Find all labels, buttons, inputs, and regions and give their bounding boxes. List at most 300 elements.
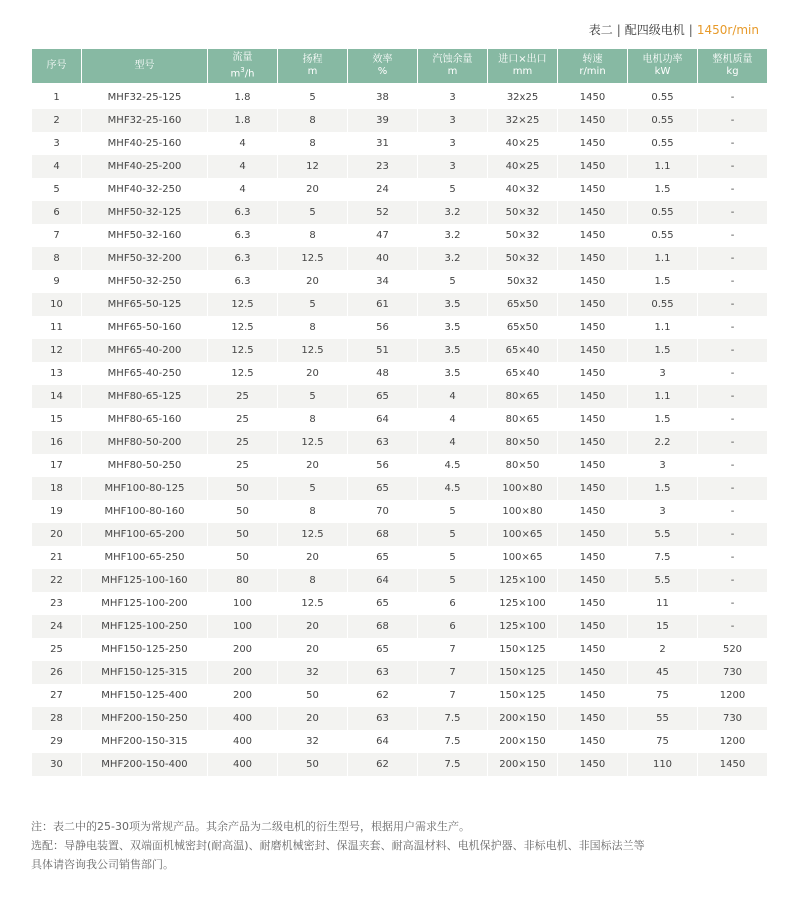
col-model-cell: MHF100-80-160	[104, 506, 185, 517]
col-weight-cell: -	[730, 414, 735, 425]
col-head-cell: 20	[278, 707, 347, 730]
col-model-cell: MHF200-150-315	[101, 736, 188, 747]
col-flow-cell: 400	[232, 736, 253, 747]
table-row	[32, 362, 767, 385]
col-flow-cell: 50	[208, 477, 277, 500]
col-seq-header	[32, 49, 81, 86]
col-motor-power-cell: 75	[656, 690, 669, 701]
col-efficiency-cell: 64	[376, 414, 389, 425]
col-seq-cell: 9	[53, 276, 60, 287]
col-speed-cell: 1450	[558, 293, 627, 316]
col-head-cell: 8	[309, 322, 316, 333]
col-weight-cell: -	[730, 276, 735, 287]
table-body	[32, 86, 767, 776]
col-model-cell: MHF150-125-315	[82, 661, 207, 684]
col-model-cell: MHF80-50-200	[82, 431, 207, 454]
col-efficiency-cell: 47	[376, 230, 389, 241]
col-motor-power-cell: 0.55	[651, 92, 674, 103]
col-motor-power-cell: 55	[628, 707, 697, 730]
col-seq-cell: 5	[53, 184, 60, 195]
col-flow-cell: 25	[208, 431, 277, 454]
col-speed-cell: 1450	[558, 477, 627, 500]
col-speed-cell: 1450	[579, 414, 606, 425]
col-flow-cell: 50	[236, 506, 249, 517]
col-weight-cell: -	[698, 477, 767, 500]
col-inlet-outlet-cell: 100×80	[502, 506, 543, 517]
col-head-cell: 8	[309, 506, 316, 517]
col-efficiency-cell: 56	[376, 460, 389, 471]
col-speed-cell: 1450	[579, 138, 606, 149]
col-seq-cell: 4	[32, 155, 81, 178]
table-row	[32, 316, 767, 339]
col-motor-power-cell: 0.55	[651, 138, 674, 149]
col-npsh-cell: 5	[418, 569, 487, 592]
col-head-cell: 5	[309, 92, 316, 103]
col-head-cell: 12.5	[278, 247, 347, 270]
col-motor-power-cell: 1.5	[654, 184, 671, 195]
table-row	[32, 753, 767, 776]
col-flow-cell: 400	[208, 753, 277, 776]
col-motor-power-cell: 75	[656, 736, 669, 747]
col-flow-cell: 4	[208, 155, 277, 178]
col-motor-power-cell: 1.5	[654, 276, 671, 287]
col-speed-header	[558, 49, 627, 86]
col-npsh-cell: 7.5	[418, 753, 487, 776]
table-row	[32, 730, 767, 753]
col-flow-cell: 25	[236, 460, 249, 471]
col-inlet-outlet-cell: 200×150	[488, 707, 557, 730]
col-weight-cell: -	[730, 92, 735, 103]
col-flow-cell: 50	[236, 552, 249, 563]
col-model-cell: MHF125-100-160	[82, 569, 207, 592]
col-npsh-cell: 7.5	[444, 736, 461, 747]
col-flow-cell: 6.3	[208, 201, 277, 224]
col-flow-cell: 25	[236, 414, 249, 425]
col-head-cell: 32	[306, 736, 319, 747]
col-inlet-outlet-cell: 200×150	[499, 736, 546, 747]
col-speed-cell: 1450	[579, 92, 606, 103]
col-inlet-outlet-cell: 50x32	[506, 276, 539, 287]
col-weight-cell: 1200	[719, 736, 746, 747]
col-speed-cell: 1450	[579, 460, 606, 471]
col-efficiency-cell: 34	[376, 276, 389, 287]
col-model-cell: MHF125-100-250	[82, 615, 207, 638]
col-flow-cell: 25	[208, 385, 277, 408]
col-seq-cell: 28	[32, 707, 81, 730]
col-model-cell: MHF80-50-250	[107, 460, 182, 471]
col-head-cell: 5	[278, 477, 347, 500]
col-head-cell: 32	[278, 661, 347, 684]
col-npsh-cell: 7	[449, 644, 456, 655]
col-head-cell: 12.5	[278, 339, 347, 362]
col-weight-cell: -	[698, 523, 767, 546]
col-efficiency-cell: 52	[348, 201, 417, 224]
col-weight-cell: -	[698, 431, 767, 454]
col-seq-cell: 20	[32, 523, 81, 546]
col-weight-cell: -	[730, 460, 735, 471]
col-inlet-outlet-cell: 32x25	[506, 92, 539, 103]
col-motor-power-cell: 15	[628, 615, 697, 638]
col-model-cell: MHF80-65-160	[107, 414, 182, 425]
title-separator: |	[616, 23, 621, 37]
col-motor-power-cell: 11	[656, 598, 669, 609]
col-speed-cell: 1450	[558, 569, 627, 592]
col-motor-power-cell: 1.1	[628, 247, 697, 270]
col-flow-cell: 12.5	[231, 322, 254, 333]
col-flow-cell: 1.8	[208, 109, 277, 132]
col-efficiency-cell: 62	[376, 690, 389, 701]
table-row	[32, 155, 767, 178]
table-row	[32, 178, 767, 201]
col-model-cell: MHF65-40-250	[107, 368, 182, 379]
col-weight-cell: -	[730, 138, 735, 149]
header-unit: m	[230, 68, 241, 80]
col-inlet-outlet-cell: 50×32	[505, 230, 540, 241]
col-inlet-outlet-cell: 80×50	[488, 431, 557, 454]
title-separator-2: |	[688, 23, 693, 37]
header-row	[32, 49, 767, 86]
col-speed-cell: 1450	[579, 184, 606, 195]
col-seq-cell: 24	[32, 615, 81, 638]
col-npsh-cell: 7.5	[418, 707, 487, 730]
col-seq-cell: 26	[32, 661, 81, 684]
header-unit: %	[377, 66, 388, 77]
col-efficiency-cell: 51	[348, 339, 417, 362]
col-motor-power-cell: 0.55	[628, 109, 697, 132]
col-weight-cell: -	[698, 615, 767, 638]
col-model-cell: MHF65-40-200	[82, 339, 207, 362]
table-row	[32, 661, 767, 684]
col-head-cell: 20	[306, 644, 319, 655]
col-model-cell: MHF50-32-200	[82, 247, 207, 270]
table-row	[32, 270, 767, 293]
col-model-cell: MHF100-65-200	[82, 523, 207, 546]
table-row	[32, 684, 767, 707]
col-efficiency-cell: 40	[348, 247, 417, 270]
col-motor-power-cell: 1.5	[654, 414, 671, 425]
header-unit: kg	[726, 66, 739, 77]
col-model-header	[82, 49, 207, 86]
col-inlet-outlet-cell: 100×80	[488, 477, 557, 500]
col-seq-cell: 1	[53, 92, 60, 103]
col-npsh-cell: 3.5	[418, 339, 487, 362]
col-inlet-outlet-cell: 65×40	[505, 368, 540, 379]
col-speed-cell: 1450	[579, 690, 606, 701]
table-row	[32, 431, 767, 454]
col-efficiency-cell: 65	[348, 385, 417, 408]
col-flow-cell: 12.5	[208, 293, 277, 316]
col-motor-power-cell: 110	[628, 753, 697, 776]
col-inlet-outlet-cell: 32×25	[488, 109, 557, 132]
col-model-cell: MHF40-25-160	[107, 138, 182, 149]
header-unit-suffix: /h	[244, 68, 255, 80]
col-efficiency-header	[348, 49, 417, 86]
col-weight-cell: 520	[722, 644, 743, 655]
col-model-cell: MHF32-25-125	[107, 92, 182, 103]
col-seq-cell: 29	[50, 736, 63, 747]
col-model-cell: MHF200-150-400	[82, 753, 207, 776]
col-speed-cell: 1450	[579, 644, 606, 655]
col-head-cell: 20	[306, 460, 319, 471]
col-seq-cell: 13	[50, 368, 63, 379]
table-row	[32, 477, 767, 500]
col-npsh-cell: 5	[449, 552, 456, 563]
col-head-cell: 8	[278, 569, 347, 592]
col-motor-power-cell: 3	[659, 506, 666, 517]
col-flow-cell: 80	[208, 569, 277, 592]
col-speed-cell: 1450	[579, 230, 606, 241]
col-npsh-cell: 5	[449, 276, 456, 287]
col-head-cell: 12.5	[301, 598, 324, 609]
col-seq-cell: 7	[53, 230, 60, 241]
col-speed-cell: 1450	[579, 552, 606, 563]
col-seq-cell: 21	[50, 552, 63, 563]
table-row	[32, 109, 767, 132]
col-seq-cell: 8	[32, 247, 81, 270]
col-head-cell: 5	[278, 201, 347, 224]
col-model-cell: MHF32-25-160	[82, 109, 207, 132]
col-npsh-cell: 3	[418, 155, 487, 178]
table-row	[32, 86, 767, 109]
col-weight-cell: -	[698, 247, 767, 270]
col-motor-power-cell: 1.5	[628, 477, 697, 500]
col-npsh-cell: 3.2	[418, 201, 487, 224]
col-weight-cell: -	[730, 506, 735, 517]
col-flow-cell: 6.3	[234, 230, 251, 241]
col-speed-cell: 1450	[558, 523, 627, 546]
col-npsh-cell: 4	[418, 385, 487, 408]
col-model-cell: MHF200-150-250	[82, 707, 207, 730]
col-model-cell: MHF150-125-250	[101, 644, 188, 655]
col-weight-cell: 1450	[698, 753, 767, 776]
col-seq-cell: 14	[32, 385, 81, 408]
col-head-cell: 20	[306, 184, 319, 195]
header-unit: m	[307, 66, 318, 77]
col-npsh-cell: 3	[449, 92, 456, 103]
col-motor-power-cell: 1.1	[654, 322, 671, 333]
col-npsh-cell: 6	[449, 598, 456, 609]
col-weight-cell: -	[730, 598, 735, 609]
col-npsh-cell: 5	[418, 523, 487, 546]
col-seq-cell: 6	[32, 201, 81, 224]
col-efficiency-cell: 39	[348, 109, 417, 132]
col-speed-cell: 1450	[558, 201, 627, 224]
col-inlet-outlet-cell: 65×40	[488, 339, 557, 362]
col-head-cell: 8	[309, 138, 316, 149]
rated-speed: 1450r/min	[696, 23, 759, 37]
col-weight-cell: -	[698, 201, 767, 224]
col-head-cell: 12	[278, 155, 347, 178]
col-head-cell: 20	[306, 552, 319, 563]
col-seq-cell: 18	[32, 477, 81, 500]
col-weight-cell: -	[698, 155, 767, 178]
col-seq-cell: 15	[50, 414, 63, 425]
col-motor-power-cell: 5.5	[628, 569, 697, 592]
col-speed-cell: 1450	[558, 339, 627, 362]
col-efficiency-cell: 56	[376, 322, 389, 333]
table-row	[32, 201, 767, 224]
col-motor-power-cell: 3	[659, 368, 666, 379]
col-head-cell: 5	[278, 293, 347, 316]
col-npsh-cell: 3.2	[418, 247, 487, 270]
col-head-cell: 8	[278, 109, 347, 132]
col-weight-cell: 730	[698, 707, 767, 730]
col-inlet-outlet-cell: 150×125	[488, 661, 557, 684]
col-seq-cell: 17	[50, 460, 63, 471]
col-weight-cell: -	[730, 230, 735, 241]
col-inlet-outlet-cell: 65x50	[488, 293, 557, 316]
col-inlet-outlet-cell: 200×150	[488, 753, 557, 776]
col-seq-cell: 2	[32, 109, 81, 132]
col-speed-cell: 1450	[579, 322, 606, 333]
col-head-cell: 50	[306, 690, 319, 701]
col-head-cell: 20	[278, 615, 347, 638]
col-flow-cell: 4	[239, 138, 246, 149]
col-flow-cell: 200	[232, 644, 253, 655]
col-flow-cell: 4	[239, 184, 246, 195]
col-model-cell: MHF50-32-250	[107, 276, 182, 287]
col-flow-cell: 6.3	[208, 247, 277, 270]
contact-line: 具体请咨询我公司销售部门。	[31, 858, 174, 871]
col-inlet-outlet-cell: 80×50	[505, 460, 540, 471]
col-speed-cell: 1450	[558, 753, 627, 776]
table-row	[32, 293, 767, 316]
col-inlet-outlet-cell: 50×32	[488, 247, 557, 270]
col-efficiency-cell: 31	[376, 138, 389, 149]
table-row	[32, 408, 767, 431]
col-efficiency-cell: 68	[348, 523, 417, 546]
header-unit: mm	[512, 66, 533, 77]
col-weight-cell: -	[698, 569, 767, 592]
col-weight-header	[698, 49, 767, 86]
col-inlet-outlet-cell: 40×25	[505, 138, 540, 149]
col-motor-power-cell: 1.1	[628, 155, 697, 178]
col-flow-cell: 1.8	[234, 92, 251, 103]
col-inlet-outlet-cell: 125×100	[488, 569, 557, 592]
col-seq-cell: 27	[50, 690, 63, 701]
col-seq-cell: 23	[50, 598, 63, 609]
col-model-cell: MHF100-65-250	[104, 552, 185, 563]
col-efficiency-cell: 65	[376, 598, 389, 609]
table-row	[32, 224, 767, 247]
col-model-cell: MHF100-80-125	[82, 477, 207, 500]
col-flow-cell: 100	[208, 615, 277, 638]
col-efficiency-cell: 23	[348, 155, 417, 178]
col-efficiency-cell: 65	[348, 477, 417, 500]
col-motor-power-cell: 5.5	[628, 523, 697, 546]
header-unit: m	[447, 66, 458, 77]
col-speed-cell: 1450	[558, 431, 627, 454]
col-model-cell: MHF50-32-160	[107, 230, 182, 241]
col-flow-cell: 200	[208, 661, 277, 684]
table-title	[589, 21, 759, 38]
table-row	[32, 500, 767, 523]
col-motor-power-cell: 45	[628, 661, 697, 684]
col-speed-cell: 1450	[558, 109, 627, 132]
col-weight-cell: -	[730, 368, 735, 379]
col-seq-cell: 19	[50, 506, 63, 517]
col-npsh-cell: 3.5	[444, 322, 461, 333]
col-npsh-cell: 3	[418, 109, 487, 132]
col-seq-cell: 11	[50, 322, 63, 333]
col-npsh-cell: 6	[418, 615, 487, 638]
table-row	[32, 569, 767, 592]
header-label: 整机质量	[712, 54, 753, 65]
table-row	[32, 615, 767, 638]
col-speed-cell: 1450	[558, 247, 627, 270]
col-npsh-cell: 3	[449, 138, 456, 149]
col-flow-cell: 200	[232, 690, 253, 701]
col-inlet-outlet-cell: 125×100	[488, 615, 557, 638]
col-motor-power-cell: 1.5	[628, 339, 697, 362]
col-efficiency-cell: 65	[376, 644, 389, 655]
col-flow-cell: 100	[232, 598, 253, 609]
col-weight-cell: 1200	[719, 690, 746, 701]
header-label: 转速	[582, 54, 603, 65]
col-flow-cell: 12.5	[208, 339, 277, 362]
col-speed-cell: 1450	[558, 615, 627, 638]
col-inlet-outlet-cell: 40×32	[505, 184, 540, 195]
col-motor-power-cell: 3	[659, 460, 666, 471]
col-efficiency-cell: 38	[376, 92, 389, 103]
col-head-cell: 20	[306, 368, 319, 379]
col-model-cell: MHF65-50-160	[107, 322, 182, 333]
col-flow-header	[208, 49, 277, 86]
col-flow-cell: 400	[208, 707, 277, 730]
col-speed-cell: 1450	[558, 385, 627, 408]
header-unit: r/min	[579, 66, 606, 77]
col-efficiency-cell: 64	[348, 569, 417, 592]
col-inlet-outlet-cell: 50×32	[488, 201, 557, 224]
motor-type: 配四级电机	[624, 23, 685, 37]
col-seq-cell: 16	[32, 431, 81, 454]
header-label: 汽蚀余量	[432, 54, 473, 65]
col-speed-cell: 1450	[579, 736, 606, 747]
col-flow-cell: 6.3	[234, 276, 251, 287]
col-head-cell: 50	[278, 753, 347, 776]
col-inlet-outlet-cell: 100×65	[488, 523, 557, 546]
header-label: 流量	[232, 51, 253, 63]
col-inlet-outlet-cell: 150×125	[499, 690, 546, 701]
col-efficiency-cell: 70	[376, 506, 389, 517]
col-inlet-outlet-cell: 65x50	[506, 322, 539, 333]
header-label: 型号	[134, 60, 155, 71]
table-row	[32, 707, 767, 730]
col-speed-cell: 1450	[558, 155, 627, 178]
table-row	[32, 454, 767, 477]
col-model-cell: MHF80-65-125	[82, 385, 207, 408]
note-line: 注：表二中的25-30项为常规产品。其余产品为二级电机的衍生型号，根据用户需求生产。	[31, 820, 470, 833]
col-inlet-outlet-cell: 80×65	[488, 385, 557, 408]
col-npsh-cell: 5	[449, 506, 456, 517]
col-efficiency-cell: 63	[348, 661, 417, 684]
header-unit-superscript: 3	[240, 65, 245, 74]
col-head-cell: 20	[306, 276, 319, 287]
col-efficiency-cell: 63	[348, 707, 417, 730]
header-label: 序号	[46, 60, 67, 71]
header-label: 进口×出口	[498, 54, 547, 65]
col-seq-cell: 25	[50, 644, 63, 655]
col-model-cell: MHF125-100-200	[101, 598, 188, 609]
table-row	[32, 546, 767, 569]
col-npsh-cell: 4	[418, 431, 487, 454]
col-inlet-outlet-cell: 100×65	[502, 552, 543, 563]
col-speed-cell: 1450	[579, 598, 606, 609]
col-seq-cell: 3	[53, 138, 60, 149]
col-npsh-cell: 4.5	[418, 477, 487, 500]
col-speed-cell: 1450	[579, 276, 606, 287]
col-motor-power-cell: 2.2	[628, 431, 697, 454]
